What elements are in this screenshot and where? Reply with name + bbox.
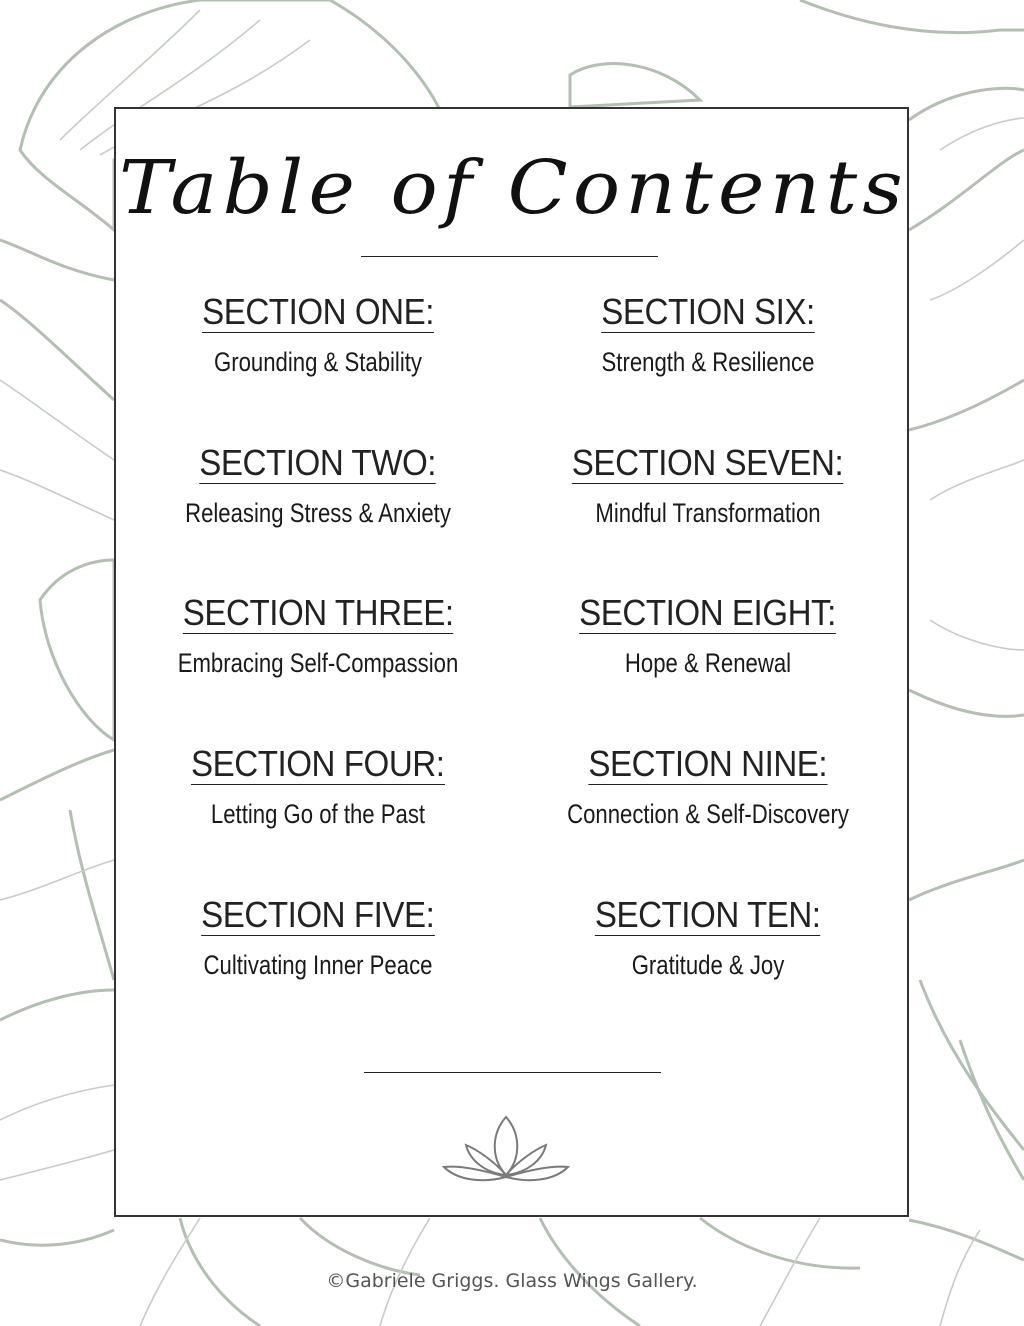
table-of-contents-card [114,107,909,1217]
section-heading: SECTION ONE: [202,291,434,332]
section-heading: SECTION SEVEN: [572,442,844,483]
section-heading: SECTION THREE: [182,592,454,633]
section-entry [128,896,508,981]
section-entry [518,745,898,830]
section-subtitle: Mindful Transformation [595,498,821,528]
section-subtitle: Connection & Self-Discovery [567,799,849,829]
section-entry [518,896,898,981]
lotus-icon [436,1109,576,1189]
title-divider [361,256,658,257]
section-heading: SECTION FIVE: [201,894,435,935]
section-entry [128,594,508,679]
section-heading: SECTION EIGHT: [579,592,837,633]
bottom-divider [364,1072,661,1073]
section-subtitle: Embracing Self-Compassion [177,648,459,678]
page-title: Table of Contents [119,145,908,231]
section-entry [518,444,898,529]
section-subtitle: Releasing Stress & Anxiety [185,498,451,528]
section-subtitle: Grounding & Stability [214,347,422,377]
section-heading: SECTION FOUR: [191,743,445,784]
section-entry [128,745,508,830]
section-subtitle: Letting Go of the Past [210,799,426,829]
section-subtitle: Hope & Renewal [624,648,792,678]
section-entry [518,293,898,378]
section-entry [518,594,898,679]
section-heading: SECTION TEN: [595,894,821,935]
section-heading: SECTION SIX: [601,291,815,332]
section-subtitle: Gratitude & Joy [631,950,785,980]
section-subtitle: Cultivating Inner Peace [203,950,433,980]
section-entry [128,293,508,378]
section-entry [128,444,508,529]
section-heading: SECTION NINE: [588,743,828,784]
section-heading: SECTION TWO: [199,442,437,483]
copyright-text: ©Gabriele Griggs. Glass Wings Gallery. [326,1270,698,1292]
section-subtitle: Strength & Resilience [601,347,815,377]
